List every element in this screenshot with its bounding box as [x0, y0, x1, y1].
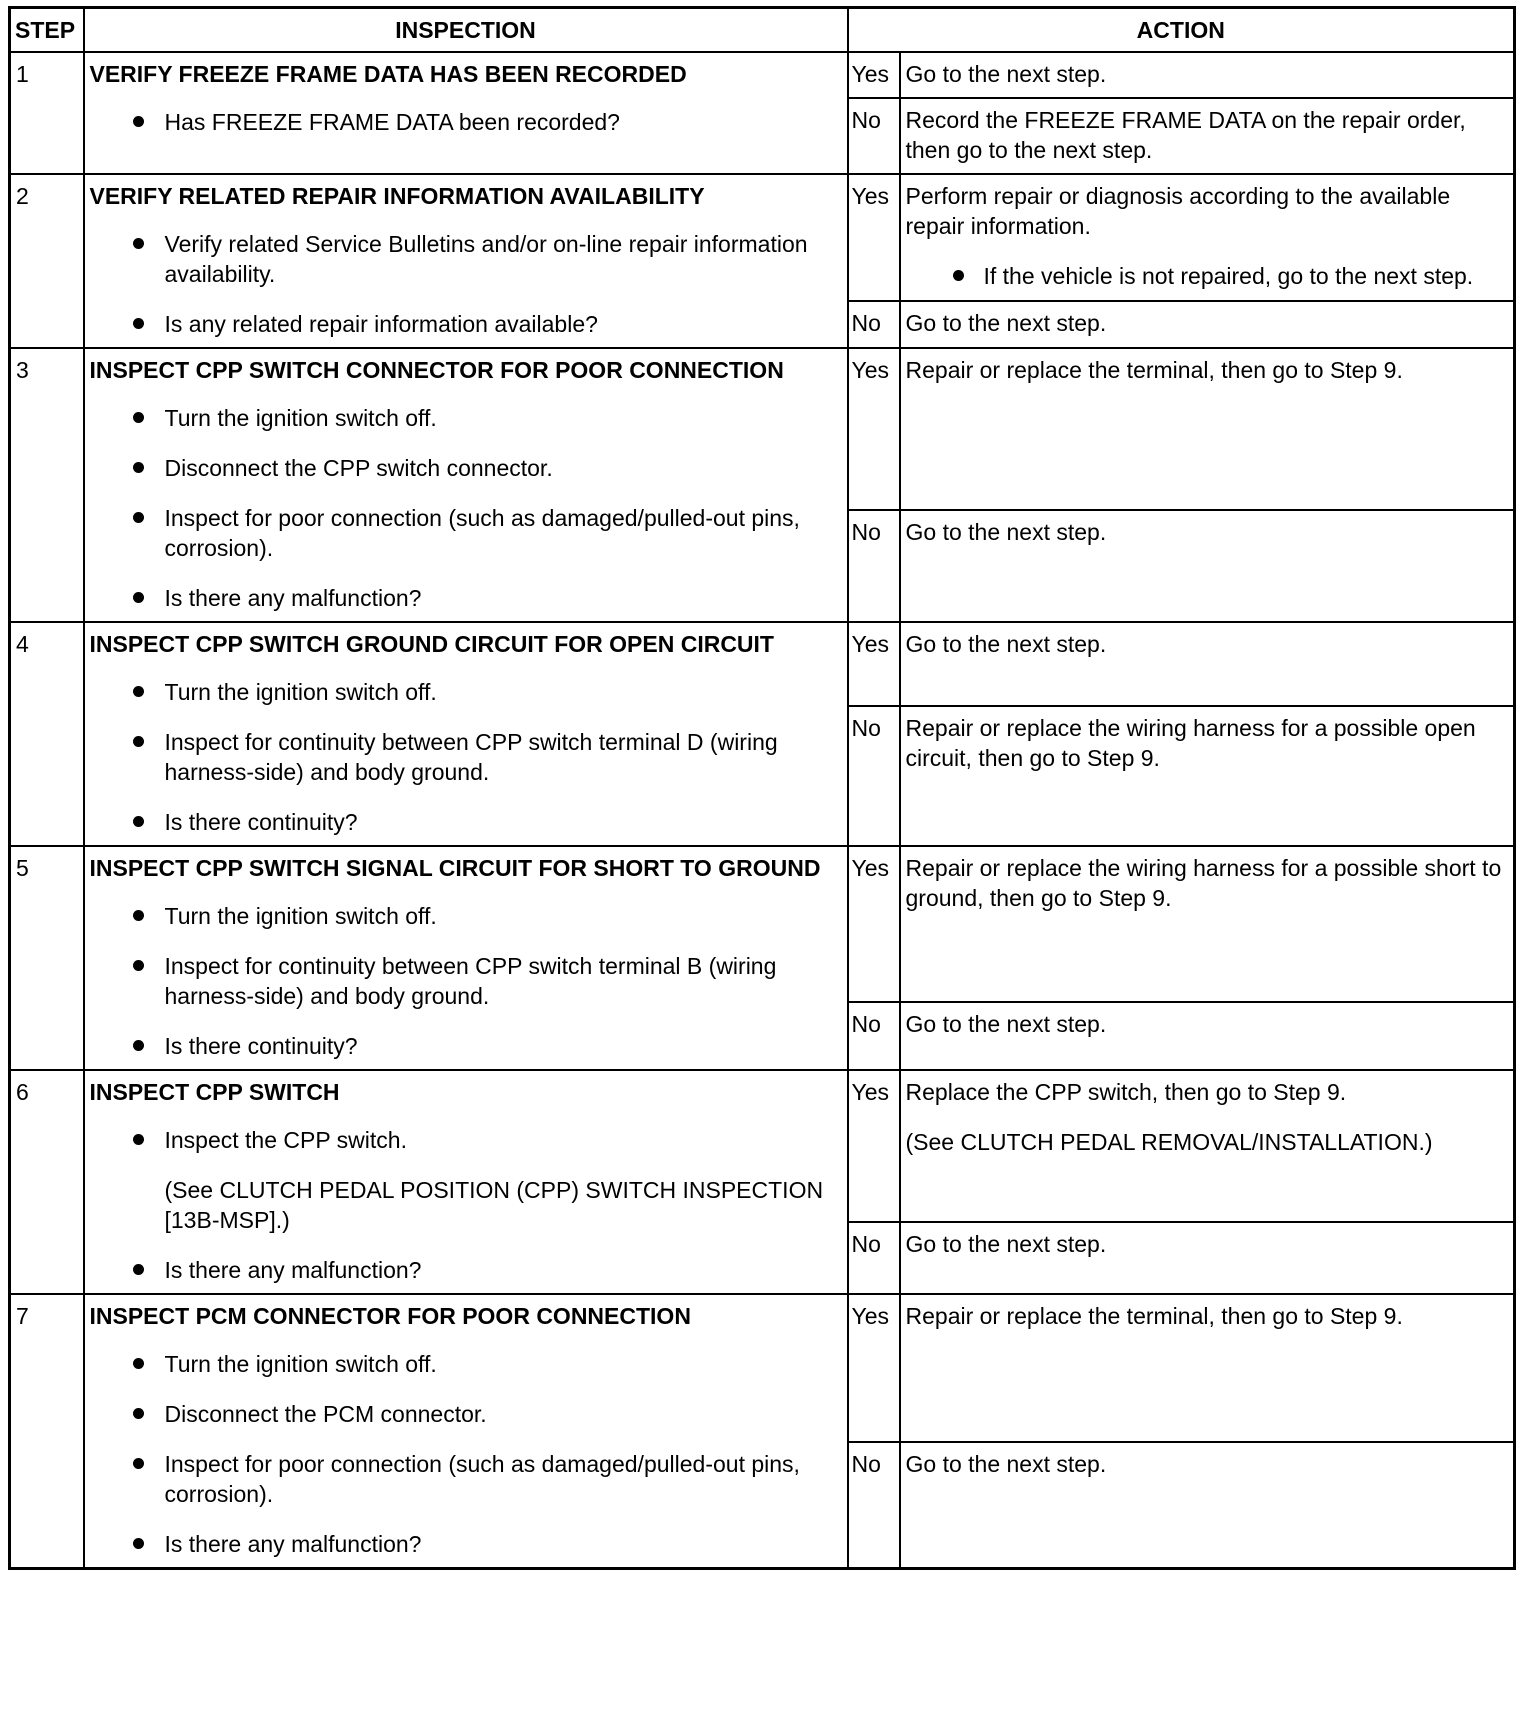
- yes-action: Go to the next step.: [900, 622, 1515, 706]
- diagnostic-table: [8, 6, 1516, 1570]
- bullet-icon: [133, 1040, 144, 1051]
- bullet-icon: [133, 1134, 144, 1145]
- yes-label: Yes: [848, 622, 900, 706]
- bullet-icon: [133, 1538, 144, 1549]
- inspection-cell: [84, 174, 848, 348]
- inspection-cell: [84, 622, 848, 846]
- step-title: INSPECT CPP SWITCH: [89, 1079, 340, 1105]
- bullet-icon: [133, 512, 144, 523]
- bullet-icon: [133, 1458, 144, 1469]
- list-item: Inspect for continuity between CPP switch terminal D (wiring harness-side) and body ground.: [90, 727, 842, 787]
- action-column-header: ACTION: [848, 8, 1515, 53]
- list-item: Turn the ignition switch off.: [90, 403, 842, 433]
- list-item: Verify related Service Bulletins and/or on-line repair information availability.: [90, 229, 842, 289]
- step-title: INSPECT CPP SWITCH GROUND CIRCUIT FOR OPEN CIRCUIT: [89, 631, 774, 657]
- no-action: Go to the next step.: [900, 510, 1515, 622]
- table-header-row: [10, 8, 1515, 53]
- yes-action-cell: [900, 174, 1515, 301]
- list-item: Is there continuity?: [90, 1031, 842, 1061]
- table-row: [10, 174, 1515, 301]
- bullet-icon: [133, 1358, 144, 1369]
- step-title: VERIFY FREEZE FRAME DATA HAS BEEN RECORDED: [89, 61, 687, 87]
- no-label: No: [848, 1222, 900, 1294]
- step-title: INSPECT CPP SWITCH CONNECTOR FOR POOR CONNECTION: [89, 357, 784, 383]
- no-action: Record the FREEZE FRAME DATA on the repair order, then go to the next step.: [900, 98, 1515, 174]
- list-item: Turn the ignition switch off.: [90, 901, 842, 931]
- yes-label: Yes: [848, 1294, 900, 1442]
- list-item: Inspect for poor connection (such as damaged/pulled-out pins, corrosion).: [90, 503, 842, 563]
- step-number: 1: [10, 52, 84, 174]
- no-action: Go to the next step.: [900, 1442, 1515, 1569]
- step-number: 7: [10, 1294, 84, 1569]
- reference-note: (See CLUTCH PEDAL POSITION (CPP) SWITCH INSPECTION [13B-MSP].): [164, 1177, 824, 1233]
- yes-action: Repair or replace the terminal, then go to Step 9.: [900, 348, 1515, 510]
- bullet-icon: [133, 910, 144, 921]
- table-row: [10, 1070, 1515, 1222]
- no-label: No: [848, 510, 900, 622]
- yes-action: Perform repair or diagnosis according to the available repair information.: [905, 183, 1451, 239]
- bullet-icon: [133, 960, 144, 971]
- step-column-header: STEP: [10, 8, 84, 53]
- table-row: [10, 622, 1515, 706]
- step-number: 5: [10, 846, 84, 1070]
- list-item: Is any related repair information available?: [90, 309, 842, 339]
- list-item: Disconnect the CPP switch connector.: [90, 453, 842, 483]
- list-item: Inspect for poor connection (such as damaged/pulled-out pins, corrosion).: [90, 1449, 842, 1509]
- list-item: Has FREEZE FRAME DATA been recorded?: [90, 107, 842, 137]
- reference-note: (See CLUTCH PEDAL REMOVAL/INSTALLATION.): [905, 1129, 1433, 1155]
- step-number: 6: [10, 1070, 84, 1294]
- list-item: Disconnect the PCM connector.: [90, 1399, 842, 1429]
- list-item: Is there any malfunction?: [90, 1529, 842, 1559]
- no-action: Go to the next step.: [900, 1002, 1515, 1070]
- bullet-icon: [133, 1264, 144, 1275]
- bullet-icon: [133, 592, 144, 603]
- no-label: No: [848, 1442, 900, 1569]
- no-label: No: [848, 301, 900, 348]
- inspection-cell: [84, 52, 848, 174]
- yes-action: Repair or replace the terminal, then go to Step 9.: [900, 1294, 1515, 1442]
- bullet-icon: [133, 816, 144, 827]
- no-action: Go to the next step.: [900, 1222, 1515, 1294]
- yes-action: Repair or replace the wiring harness for a possible short to ground, then go to Step 9.: [900, 846, 1515, 1002]
- yes-label: Yes: [848, 1070, 900, 1222]
- list-item: If the vehicle is not repaired, go to the next step.: [906, 261, 1509, 291]
- step-title: VERIFY RELATED REPAIR INFORMATION AVAILABILITY: [89, 183, 705, 209]
- yes-action: Go to the next step.: [900, 52, 1515, 98]
- step-title: INSPECT PCM CONNECTOR FOR POOR CONNECTION: [89, 1303, 691, 1329]
- no-label: No: [848, 706, 900, 846]
- list-item: Inspect for continuity between CPP switch terminal B (wiring harness-side) and body ground.: [90, 951, 842, 1011]
- yes-action: Replace the CPP switch, then go to Step 9.: [905, 1079, 1347, 1105]
- list-item: Is there any malfunction?: [90, 1255, 842, 1285]
- inspection-cell: [84, 1070, 848, 1294]
- yes-label: Yes: [848, 348, 900, 510]
- yes-label: Yes: [848, 52, 900, 98]
- bullet-icon: [133, 736, 144, 747]
- inspection-cell: [84, 1294, 848, 1569]
- yes-label: Yes: [848, 174, 900, 301]
- bullet-icon: [953, 270, 964, 281]
- step-number: 2: [10, 174, 84, 348]
- yes-action-cell: [900, 1070, 1515, 1222]
- no-action: Repair or replace the wiring harness for a possible open circuit, then go to Step 9.: [900, 706, 1515, 846]
- step-number: 4: [10, 622, 84, 846]
- table-row: [10, 52, 1515, 98]
- list-item: Turn the ignition switch off.: [90, 677, 842, 707]
- list-item: Is there continuity?: [90, 807, 842, 837]
- no-label: No: [848, 98, 900, 174]
- bullet-icon: [133, 412, 144, 423]
- table-row: [10, 1294, 1515, 1442]
- bullet-icon: [133, 318, 144, 329]
- bullet-icon: [133, 238, 144, 249]
- bullet-icon: [133, 462, 144, 473]
- inspection-column-header: INSPECTION: [84, 8, 848, 53]
- list-item: Turn the ignition switch off.: [90, 1349, 842, 1379]
- table-row: [10, 846, 1515, 1002]
- table-row: [10, 348, 1515, 510]
- diagnostic-procedure-page: [8, 6, 1513, 1570]
- list-item: Is there any malfunction?: [90, 583, 842, 613]
- list-item: Inspect the CPP switch.: [90, 1125, 842, 1155]
- step-number: 3: [10, 348, 84, 622]
- bullet-icon: [133, 116, 144, 127]
- step-title: INSPECT CPP SWITCH SIGNAL CIRCUIT FOR SHORT TO GROUND: [89, 855, 821, 881]
- bullet-icon: [133, 1408, 144, 1419]
- inspection-cell: [84, 348, 848, 622]
- yes-label: Yes: [848, 846, 900, 1002]
- bullet-icon: [133, 686, 144, 697]
- inspection-cell: [84, 846, 848, 1070]
- no-label: No: [848, 1002, 900, 1070]
- no-action: Go to the next step.: [900, 301, 1515, 348]
